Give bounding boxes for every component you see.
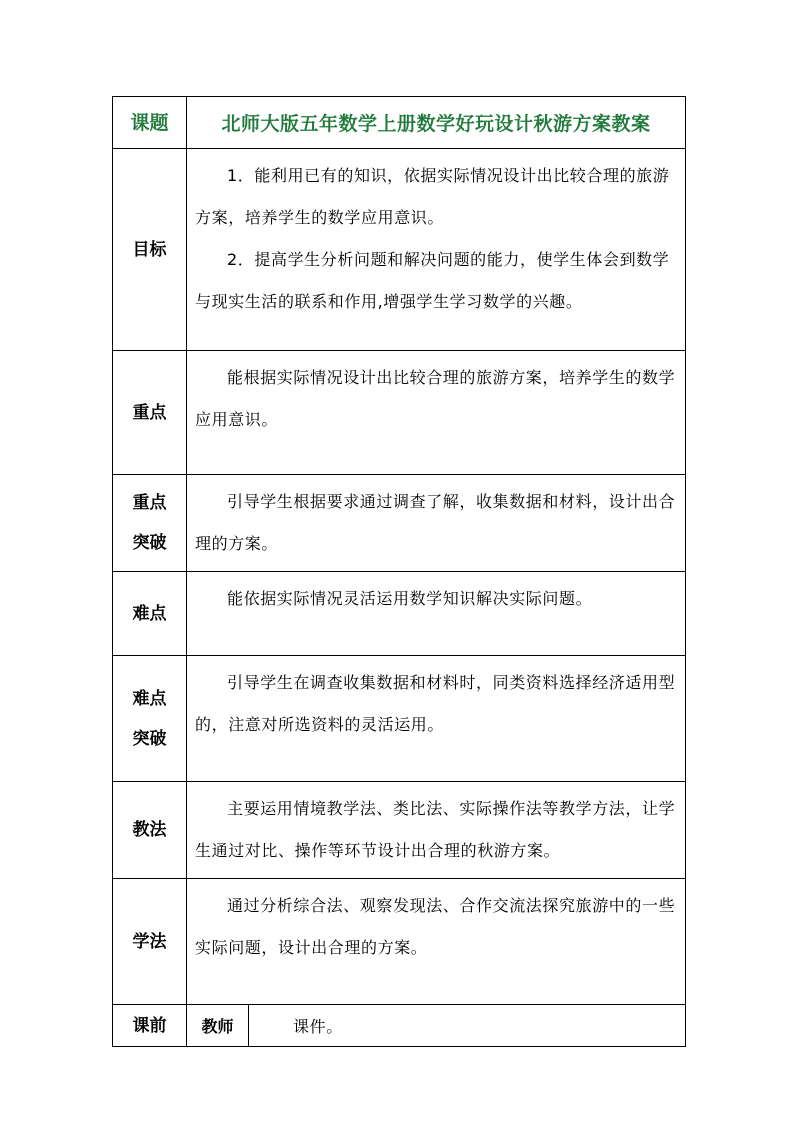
row-content-learning-method (187, 879, 686, 1005)
table-row-difficulty-breakthrough (113, 656, 686, 782)
table-row-teaching-method (113, 782, 686, 879)
row-content-difficulty-breakthrough (187, 656, 686, 782)
table-row-difficulties (113, 572, 686, 656)
preparation-content: 课件。 (249, 1005, 686, 1047)
row-label-teaching-method: 教法 (113, 782, 187, 879)
row-label-line-1: 难点 (132, 688, 167, 709)
learning-method-paragraph: 通过分析综合法、观察发现法、合作交流法探究旅游中的一些实际问题，设计出合理的方案。 (195, 896, 676, 957)
objective-paragraph-1: 1．能利用已有的知识，依据实际情况设计出比较合理的旅游方案，培养学生的数学应用意识。 (195, 166, 670, 227)
table-row-learning-method (113, 879, 686, 1005)
key-points-paragraph: 能根据实际情况设计出比较合理的旅游方案，培养学生的数学应用意识。 (195, 368, 676, 429)
objective-paragraph-2: 2．提高学生分析问题和解决问题的能力，使学生体会到数学与现实生活的联系和作用,增强学生学习数学的兴趣。 (195, 250, 670, 311)
row-label-key-points: 重点 (113, 351, 187, 475)
difficulty-breakthrough-paragraph: 引导学生在调查收集数据和材料时，同类资料选择经济适用型的，注意对所选资料的灵活运用。 (195, 673, 676, 734)
table-row-objectives (113, 149, 686, 351)
row-label-learning-method: 学法 (113, 879, 187, 1005)
row-content-key-breakthrough (187, 475, 686, 572)
row-label-objectives: 目标 (113, 149, 187, 351)
sub-label-teacher: 教师 (187, 1005, 249, 1047)
table-row-preparation (113, 1005, 686, 1047)
table-row-key-points (113, 351, 686, 475)
row-label-difficulty-breakthrough (113, 656, 187, 782)
row-label-line-2: 突破 (132, 533, 167, 553)
table-row-key-breakthrough (113, 475, 686, 572)
row-content-teaching-method (187, 782, 686, 879)
row-label-line-1: 重点 (132, 493, 167, 513)
row-label-preparation: 课前 (113, 1005, 187, 1047)
row-label-difficulties: 难点 (113, 572, 187, 656)
key-breakthrough-paragraph: 引导学生根据要求通过调查了解，收集数据和材料，设计出合理的方案。 (195, 492, 676, 553)
difficulties-paragraph: 能依据实际情况灵活运用数学知识解决实际问题。 (227, 589, 593, 608)
lesson-title: 北师大版五年数学上册数学好玩设计秋游方案教案 (187, 97, 686, 149)
row-label-line-2: 突破 (132, 728, 167, 749)
title-row (113, 97, 686, 149)
row-label-key-breakthrough (113, 475, 187, 572)
lesson-plan-table (112, 96, 686, 1047)
title-label: 课题 (113, 97, 187, 149)
row-content-difficulties (187, 572, 686, 656)
row-content-key-points (187, 351, 686, 475)
teaching-method-paragraph: 主要运用情境教学法、类比法、实际操作法等教学方法，让学生通过对比、操作等环节设计出合理的秋游方案。 (195, 799, 676, 860)
row-content-objectives (187, 149, 686, 351)
